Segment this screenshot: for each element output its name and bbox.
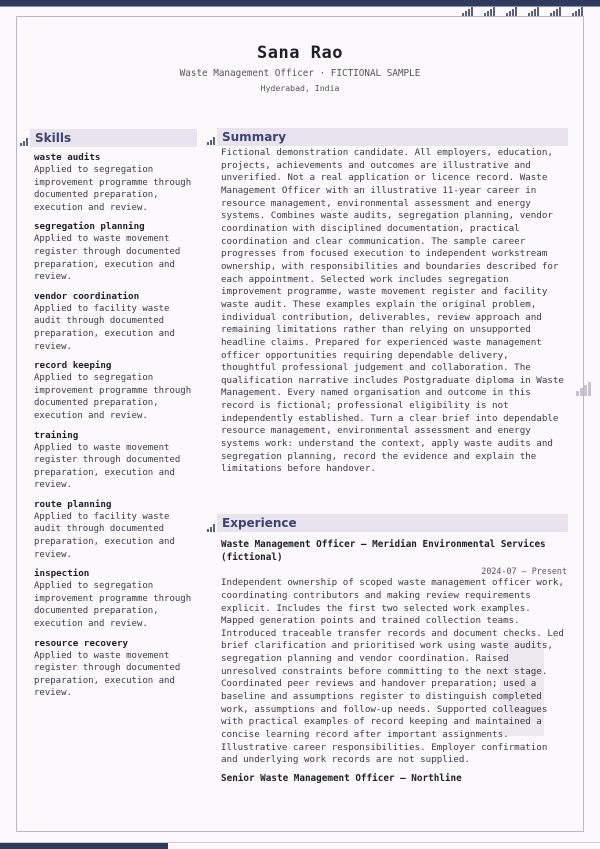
candidate-location: Hyderabad, India — [260, 83, 340, 93]
candidate-name: Sana Rao — [257, 43, 343, 63]
skill-item — [34, 637, 198, 700]
job-dates: 2024-07 – Present — [481, 566, 567, 577]
skill-item — [34, 220, 198, 283]
skill-description: Applied to waste movement register through documented preparation, execution and review. — [34, 650, 181, 699]
summary-heading: Summary — [217, 128, 568, 146]
bar-chart-icon — [20, 138, 30, 146]
skill-name: record keeping — [34, 360, 112, 372]
skill-description: Applied to facility waste audit through documented preparation, execution and review. — [34, 511, 175, 560]
bar-chart-icon — [506, 7, 520, 16]
skill-description: Applied to facility waste audit through documented preparation, execution and review. — [34, 303, 175, 352]
skill-name: resource recovery — [34, 637, 129, 649]
skill-name: route planning — [34, 498, 112, 510]
skills-section-icon — [20, 131, 30, 150]
skill-item — [34, 290, 198, 353]
skill-description: Applied to segregation improvement programme through documented preparation, execution and review. — [34, 373, 192, 421]
skills-list — [34, 151, 198, 706]
skill-description: Applied to segregation improvement programme through documented preparation, execution and review. — [34, 165, 192, 213]
bar-chart-icon — [572, 7, 586, 16]
skill-name: inspection — [34, 568, 90, 580]
skill-name: vendor coordination — [34, 290, 140, 302]
skill-name: segregation planning — [34, 221, 145, 233]
skill-description: Applied to waste movement register through documented preparation, execution and review. — [34, 442, 181, 491]
summary-text: Fictional demonstration candidate. All employers, education, projects, achievements and outcomes are illustrative and unverified. Not a real application or licence record. Waste Management Officer with an illustrative 11-year career in resource management, environmental assessment and energy systems. Combines waste audits, segregation planning, vendor coordination with disciplined documentation, practical coordination and clear communication. The sample career progresses from focused execution to independent workstream ownership, with responsibilities and boundaries described for each appointment. Selected work includes segregation improvement programme, waste movement register and facility waste audit. These examples explain the original problem, individual contribution, deliverables, review approach and remaining limitations rather than relying on unsupported headline claims. Prepared for experienced waste management officer opportunities requiring dependable delivery, thoughtful professional judgement and collaboration. The qualification narrative includes Postgraduate diploma in Waste Management. Every named organisation and outcome in this record is fictional; professional eligibility is not independently established. Turn a clear brief into dependable resource management, environmental assessment and energy systems work: understand the context, apply waste audits and segregation planning, record the evidence and explain the limitations before handover. — [221, 147, 564, 475]
experience-entry — [221, 773, 567, 786]
bar-chart-icon — [207, 524, 217, 532]
skill-item — [34, 429, 198, 492]
bar-chart-icon — [576, 382, 594, 396]
corner-icon-row — [462, 7, 586, 16]
skill-description: Applied to segregation improvement programme through documented preparation, execution and review. — [34, 581, 192, 630]
summary-section-icon — [207, 130, 217, 149]
bar-chart-icon — [550, 7, 564, 16]
skill-item — [34, 498, 198, 561]
bar-chart-icon — [207, 137, 217, 145]
bar-chart-icon — [484, 7, 498, 16]
bottom-accent-bar — [0, 843, 168, 849]
resume-header — [0, 43, 600, 93]
experience-list — [221, 539, 567, 786]
side-decoration — [576, 381, 594, 400]
bar-chart-icon — [528, 7, 542, 16]
job-title: Waste Management Officer — Meridian Environmental Services (fictional) — [221, 539, 546, 563]
job-title: Senior Waste Management Officer — Northline — [221, 773, 462, 785]
skills-heading: Skills — [30, 129, 197, 147]
skill-name: training — [34, 429, 79, 441]
experience-entry — [221, 539, 567, 767]
experience-heading: Experience — [217, 514, 568, 532]
skill-name: waste audits — [34, 152, 101, 163]
experience-section-icon — [207, 517, 217, 536]
skill-description: Applied to waste movement register through documented preparation, execution and review. — [34, 234, 181, 283]
candidate-subtitle: Waste Management Officer · FICTIONAL SAMPLE — [179, 68, 421, 79]
skill-item — [34, 567, 198, 630]
skill-item — [34, 359, 198, 422]
job-description: Independent ownership of scoped waste management officer work, coordinating contributors and making review requirements explicit. Includes the first two selected work examples. Mapped generation points and trained collection teams. Introduced traceable transfer records and document checks. Led brief clarification and prioritised work using waste audits, segregation planning and vendor coordination. Raised unresolved constraints before committing to the next stage. Coordinated peer reviews and handover preparation; used a baseline and assumptions register to distinguish completed work, assumptions and follow-up needs. Supported colleagues with practical examples of record keeping and maintained a concise learning record after important assignments. Illustrative career responsibilities. Employer confirmation and underlying work records are not supplied. — [221, 577, 564, 766]
bar-chart-icon — [462, 7, 476, 16]
skill-item — [34, 151, 198, 214]
